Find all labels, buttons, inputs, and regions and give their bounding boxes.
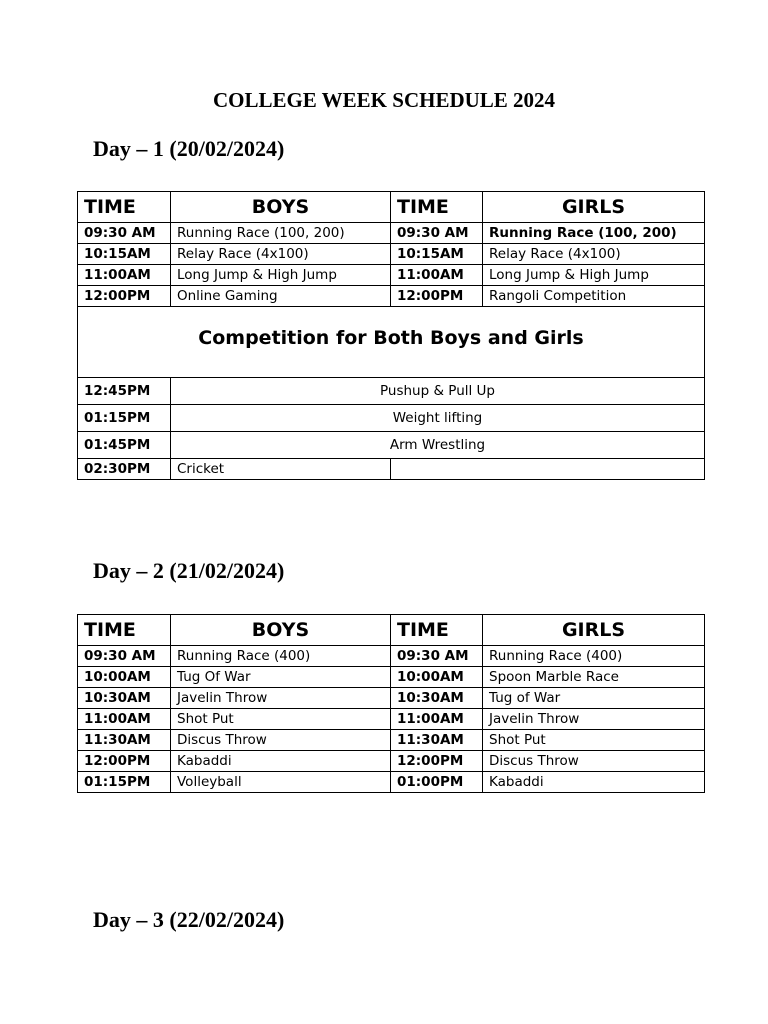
girls-event: Long Jump & High Jump bbox=[483, 265, 705, 286]
girls-event: Shot Put bbox=[483, 730, 705, 751]
joint-time: 01:15PM bbox=[78, 405, 171, 432]
boys-event: Javelin Throw bbox=[171, 688, 391, 709]
time-header: TIME bbox=[391, 615, 483, 646]
boys-time: 01:15PM bbox=[78, 772, 171, 793]
girls-event: Rangoli Competition bbox=[483, 286, 705, 307]
girls-time: 10:15AM bbox=[391, 244, 483, 265]
joint-event: Weight lifting bbox=[171, 405, 705, 432]
girls-time: 09:30 AM bbox=[391, 223, 483, 244]
boys-time: 12:00PM bbox=[78, 286, 171, 307]
table-header-row bbox=[78, 192, 705, 223]
table-row bbox=[78, 730, 705, 751]
girls-time: 10:00AM bbox=[391, 667, 483, 688]
day-3-heading: Day – 3 (22/02/2024) bbox=[93, 907, 285, 932]
joint-event: Arm Wrestling bbox=[171, 432, 705, 459]
girls-event: Running Race (400) bbox=[483, 646, 705, 667]
table-header-row bbox=[78, 615, 705, 646]
boys-event: Shot Put bbox=[171, 709, 391, 730]
girls-time: 11:00AM bbox=[391, 265, 483, 286]
girls-event: Relay Race (4x100) bbox=[483, 244, 705, 265]
boys-event: Discus Throw bbox=[171, 730, 391, 751]
table-row bbox=[78, 286, 705, 307]
time-header: TIME bbox=[78, 192, 171, 223]
table-row bbox=[78, 751, 705, 772]
boys-time: 11:00AM bbox=[78, 265, 171, 286]
boys-event: Running Race (100, 200) bbox=[171, 223, 391, 244]
document-title: COLLEGE WEEK SCHEDULE 2024 bbox=[212, 88, 556, 112]
boys-header: BOYS bbox=[171, 192, 391, 223]
boys-time: 10:30AM bbox=[78, 688, 171, 709]
joint-event: Pushup & Pull Up bbox=[171, 378, 705, 405]
boys-event: Cricket bbox=[171, 459, 391, 480]
joint-time: 01:45PM bbox=[78, 432, 171, 459]
table-row bbox=[78, 688, 705, 709]
boys-header: BOYS bbox=[171, 615, 391, 646]
joint-competition-heading: Competition for Both Boys and Girls bbox=[78, 307, 705, 378]
day-1-schedule-table bbox=[77, 191, 705, 480]
table-row bbox=[78, 667, 705, 688]
girls-time: 01:00PM bbox=[391, 772, 483, 793]
table-row bbox=[78, 432, 705, 459]
boys-event: Long Jump & High Jump bbox=[171, 265, 391, 286]
day-2-schedule-table bbox=[77, 614, 705, 793]
day-2-heading: Day – 2 (21/02/2024) bbox=[93, 558, 285, 583]
day-1-heading: Day – 1 (20/02/2024) bbox=[93, 136, 285, 161]
girls-event: Discus Throw bbox=[483, 751, 705, 772]
girls-time: 10:30AM bbox=[391, 688, 483, 709]
table-row bbox=[78, 646, 705, 667]
table-row bbox=[78, 223, 705, 244]
girls-event: Tug of War bbox=[483, 688, 705, 709]
time-header: TIME bbox=[78, 615, 171, 646]
boys-event: Kabaddi bbox=[171, 751, 391, 772]
table-row bbox=[78, 244, 705, 265]
table-row bbox=[78, 405, 705, 432]
table-row bbox=[78, 378, 705, 405]
boys-time: 10:00AM bbox=[78, 667, 171, 688]
boys-event: Online Gaming bbox=[171, 286, 391, 307]
boys-time: 11:00AM bbox=[78, 709, 171, 730]
girls-header: GIRLS bbox=[483, 615, 705, 646]
girls-header: GIRLS bbox=[483, 192, 705, 223]
girls-event: Javelin Throw bbox=[483, 709, 705, 730]
boys-event: Tug Of War bbox=[171, 667, 391, 688]
table-row bbox=[78, 459, 705, 480]
girls-event: Running Race (100, 200) bbox=[483, 223, 705, 244]
joint-time: 02:30PM bbox=[78, 459, 171, 480]
boys-time: 09:30 AM bbox=[78, 223, 171, 244]
boys-time: 10:15AM bbox=[78, 244, 171, 265]
joint-time: 12:45PM bbox=[78, 378, 171, 405]
girls-time: 11:30AM bbox=[391, 730, 483, 751]
girls-event: Spoon Marble Race bbox=[483, 667, 705, 688]
boys-time: 11:30AM bbox=[78, 730, 171, 751]
girls-time: 11:00AM bbox=[391, 709, 483, 730]
boys-time: 09:30 AM bbox=[78, 646, 171, 667]
boys-time: 12:00PM bbox=[78, 751, 171, 772]
table-row bbox=[78, 265, 705, 286]
empty-cell bbox=[391, 459, 705, 480]
boys-event: Relay Race (4x100) bbox=[171, 244, 391, 265]
table-row bbox=[78, 709, 705, 730]
girls-event: Kabaddi bbox=[483, 772, 705, 793]
table-row bbox=[78, 772, 705, 793]
boys-event: Running Race (400) bbox=[171, 646, 391, 667]
girls-time: 12:00PM bbox=[391, 751, 483, 772]
boys-event: Volleyball bbox=[171, 772, 391, 793]
girls-time: 12:00PM bbox=[391, 286, 483, 307]
time-header: TIME bbox=[391, 192, 483, 223]
joint-competition-row bbox=[78, 307, 705, 378]
girls-time: 09:30 AM bbox=[391, 646, 483, 667]
